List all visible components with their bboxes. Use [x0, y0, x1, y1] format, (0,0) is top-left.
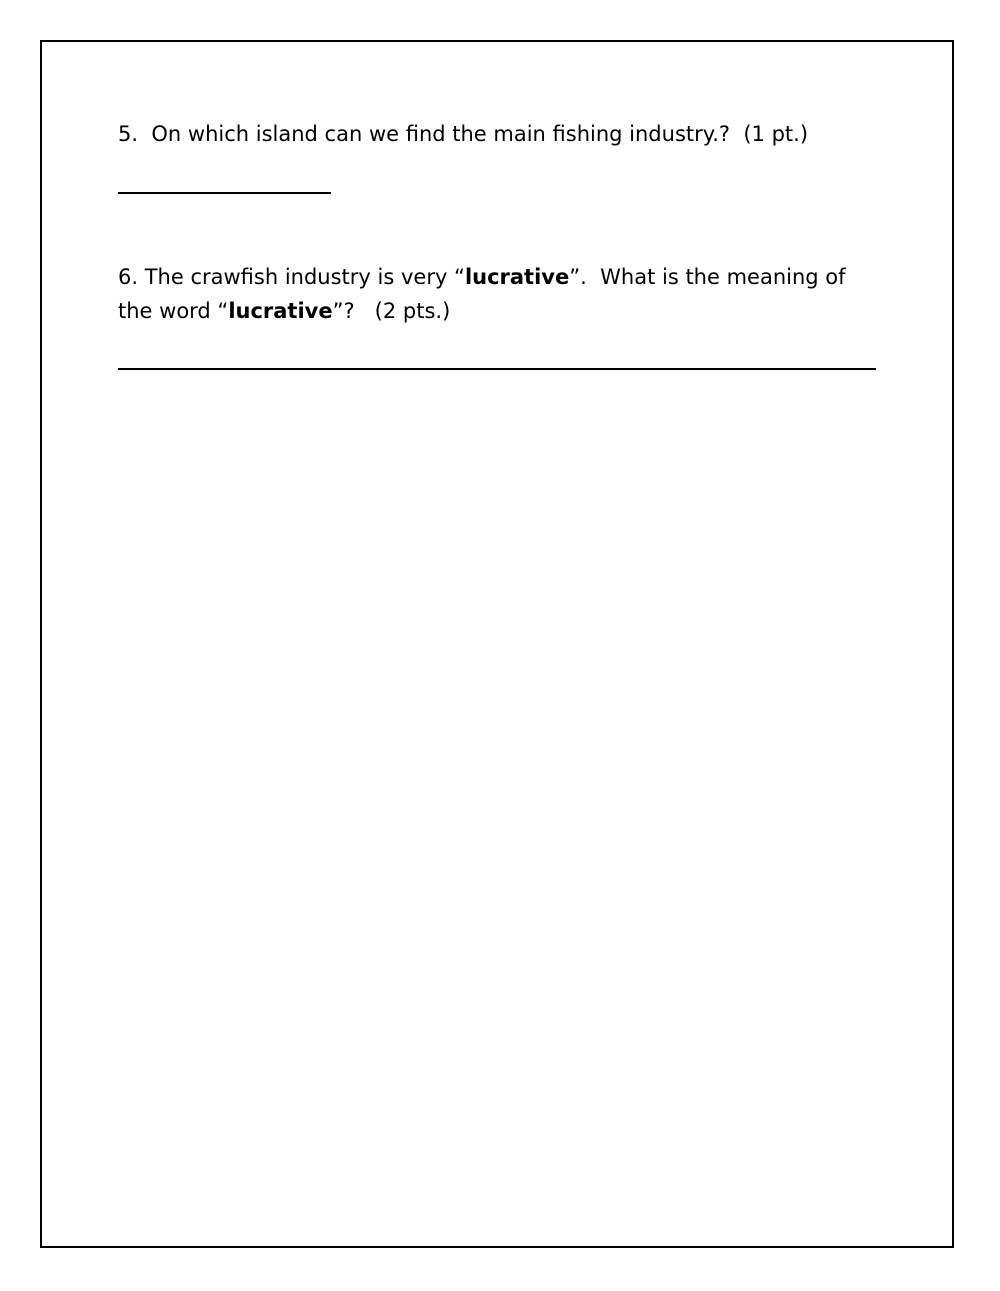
question-6-line-2 [118, 294, 450, 328]
answer-line-question-6[interactable] [118, 368, 876, 370]
question-6-keyword: lucrative [464, 265, 570, 289]
question-6-line-2-start: the word “ [118, 299, 229, 323]
question-5-text: 5. On which island can we find the main fishing industry.? (1 pt.) [118, 122, 809, 146]
question-6-line-2-end: ”? (2 pts.) [332, 299, 451, 323]
question-6-keyword-repeat: lucrative [228, 299, 333, 323]
question-6-line-1 [118, 260, 846, 294]
question-6-line-1-end: ”. What is the meaning of [569, 265, 846, 289]
answer-line-question-5[interactable] [118, 192, 331, 194]
question-6-line-1-start: 6. The crawfish industry is very “ [118, 265, 465, 289]
worksheet-border [40, 40, 954, 1248]
